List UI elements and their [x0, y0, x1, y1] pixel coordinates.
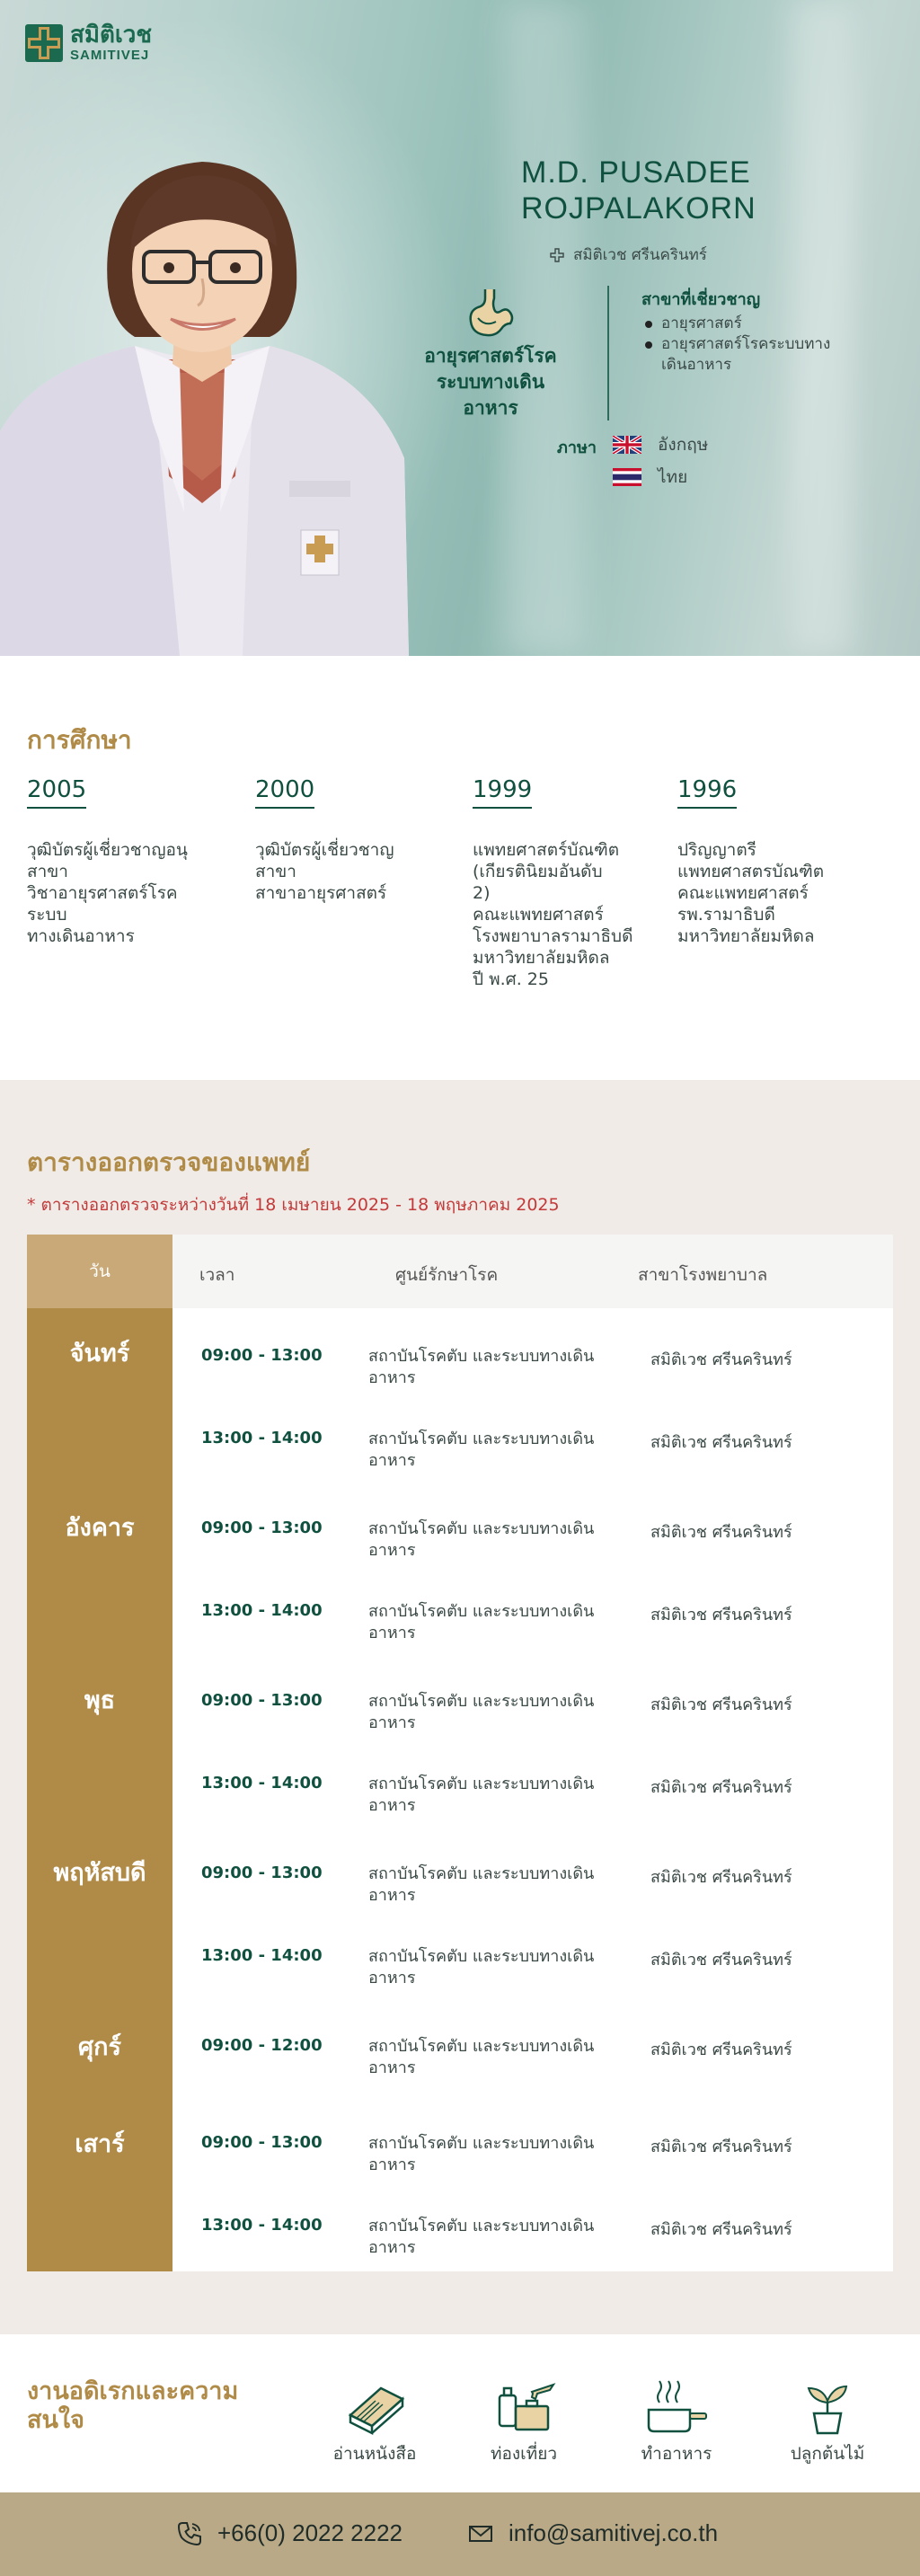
- row-branch: สมิติเวช ศรีนครินทร์: [650, 1606, 792, 1624]
- education-desc: ปริญญาตรี แพทยศาสตรบัณฑิต คณะแพทยศาสตร์ รพ.รามาธิบดี มหาวิทยาลัยมหิดล: [677, 840, 825, 946]
- row-time: 13:00 - 14:00: [201, 2216, 323, 2235]
- row-branch: สมิติเวช ศรีนครินทร์: [650, 1778, 792, 1797]
- row-center: สถาบันโรคตับ และระบบทางเดินอาหาร: [368, 2134, 595, 2174]
- row-time: 13:00 - 14:00: [201, 1429, 323, 1447]
- book-icon: [341, 2379, 408, 2439]
- expertise-item: อายุรศาสตร์โรคระบบทาง เดินอาหาร: [641, 334, 902, 376]
- day-label-monday: จันทร์: [69, 1340, 130, 1368]
- language-name: ไทย: [658, 467, 688, 487]
- row-time: 09:00 - 13:00: [201, 1346, 323, 1365]
- specialty-block: [410, 286, 571, 421]
- row-time: 13:00 - 14:00: [201, 1774, 323, 1793]
- email-address: info@samitivej.co.th: [509, 2519, 719, 2546]
- hobby-cooking: [618, 2379, 735, 2467]
- row-time: 13:00 - 14:00: [201, 1601, 323, 1620]
- header-day: วัน: [27, 1235, 172, 1308]
- hobby-label: ท่องเที่ยว: [490, 2444, 558, 2464]
- hobby-label: ปลูกต้นไม้: [790, 2444, 865, 2464]
- education-desc: วุฒิบัตรผู้เชี่ยวชาญสาขา สาขาอายุรศาสตร์: [255, 840, 394, 903]
- plant-icon: [794, 2379, 861, 2439]
- row-time: 09:00 - 13:00: [201, 1518, 323, 1537]
- hobby-gardening: [769, 2379, 886, 2467]
- header-time: เวลา: [199, 1265, 235, 1285]
- row-branch: สมิติเวช ศรีนครินทร์: [650, 2040, 792, 2059]
- row-center: สถาบันโรคตับ และระบบทางเดินอาหาร: [368, 2217, 595, 2257]
- education-section: [0, 656, 920, 1080]
- education-item: [27, 776, 207, 947]
- row-time: 09:00 - 13:00: [201, 1691, 323, 1710]
- specialty-line2: ระบบทางเดิน: [436, 371, 545, 393]
- education-desc: แพทยศาสตร์บัณฑิต (เกียรตินิยมอันดับ 2) คณะแพทยศาสตร์ โรงพยาบาลรามาธิบดี มหาวิทยาลัยมหิดล ปี พ.ศ. 25: [473, 840, 633, 989]
- row-center: สถาบันโรคตับ และระบบทางเดินอาหาร: [368, 1347, 595, 1387]
- schedule-row: [172, 1409, 893, 1481]
- schedule-table-header: [27, 1235, 893, 1308]
- logo-english-text: SAMITIVEJ: [70, 48, 150, 63]
- day-label-tuesday: อังคาร: [65, 1514, 135, 1542]
- row-center: สถาบันโรคตับ และระบบทางเดินอาหาร: [368, 1519, 595, 1560]
- doctor-name-line1: M.D. PUSADEE: [521, 155, 751, 190]
- header-center: ศูนย์รักษาโรค: [395, 1265, 499, 1285]
- schedule-title: ตารางออกตรวจของแพทย์: [27, 1147, 311, 1177]
- logo-thai-text: สมิติเวช: [70, 22, 153, 49]
- row-time: 09:00 - 13:00: [201, 1863, 323, 1882]
- education-title: การศึกษา: [27, 725, 132, 755]
- schedule-row: [172, 1326, 893, 1398]
- samitivej-logo[interactable]: [25, 23, 152, 62]
- row-branch: สมิติเวช ศรีนครินทร์: [650, 2138, 792, 2156]
- day-label-wednesday: พุธ: [84, 1686, 116, 1714]
- phone-link[interactable]: [176, 2519, 402, 2547]
- schedule-row: [172, 1671, 893, 1743]
- hobbies-section: [0, 2334, 920, 2492]
- schedule-row: [172, 1926, 893, 1998]
- email-icon: [467, 2520, 494, 2547]
- row-branch: สมิติเวช ศรีนครินทร์: [650, 1523, 792, 1542]
- schedule-row: [172, 1499, 893, 1571]
- row-branch: สมิติเวช ศรีนครินทร์: [650, 1695, 792, 1714]
- language-name: อังกฤษ: [658, 435, 709, 455]
- specialty-line1: อายุรศาสตร์โรค: [424, 345, 557, 367]
- header-branch: สาขาโรงพยาบาล: [638, 1265, 768, 1285]
- education-year: 2005: [27, 776, 86, 809]
- row-time: 09:00 - 13:00: [201, 2133, 323, 2152]
- hospital-name: สมิติเวช ศรีนครินทร์: [573, 246, 707, 264]
- schedule-row: [172, 1581, 893, 1653]
- education-item: [473, 776, 652, 990]
- education-desc: วุฒิบัตรผู้เชี่ยวชาญอนุสาขา วิชาอายุรศาสตร์โรคระบบ ทางเดินอาหาร: [27, 840, 188, 946]
- expertise-block: [641, 286, 902, 376]
- schedule-table: [27, 1235, 893, 2271]
- education-item: [255, 776, 435, 904]
- hobby-travel: [465, 2379, 582, 2467]
- education-year: 1996: [677, 776, 737, 809]
- row-branch: สมิติเวช ศรีนครินทร์: [650, 1868, 792, 1887]
- hobby-label: อ่านหนังสือ: [332, 2444, 417, 2464]
- hobby-label: ทำอาหาร: [641, 2444, 712, 2464]
- row-time: 13:00 - 14:00: [201, 1946, 323, 1965]
- phone-number: +66(0) 2022 2222: [217, 2519, 403, 2546]
- day-label-friday: ศุกร์: [78, 2033, 121, 2061]
- doctor-hospital: [550, 243, 707, 267]
- expertise-list: [641, 314, 902, 376]
- schedule-section: [0, 1080, 920, 2334]
- expertise-item: อายุรศาสตร์: [641, 314, 902, 334]
- hobbies-title: งานอดิเรกและความสนใจ: [27, 2377, 239, 2434]
- doctor-name-line2: ROJPALAKORN: [521, 191, 756, 226]
- cooking-pot-icon: [643, 2379, 710, 2439]
- language-thai: [613, 464, 687, 491]
- hobby-reading: [316, 2379, 433, 2467]
- language-label: ภาษา: [557, 438, 597, 457]
- schedule-row: [172, 2016, 893, 2088]
- row-center: สถาบันโรคตับ และระบบทางเดินอาหาร: [368, 2037, 595, 2077]
- day-label-thursday: พฤหัสบดี: [53, 1859, 146, 1887]
- email-link[interactable]: [467, 2519, 718, 2547]
- day-label-saturday: เสาร์: [75, 2130, 125, 2158]
- doctor-portrait: [0, 135, 422, 656]
- schedule-row: [172, 2113, 893, 2185]
- expertise-title: สาขาที่เชี่ยวชาญ: [641, 290, 761, 309]
- contact-footer: [0, 2492, 920, 2576]
- row-branch: สมิติเวช ศรีนครินทร์: [650, 1350, 792, 1369]
- row-center: สถาบันโรคตับ และระบบทางเดินอาหาร: [368, 1692, 595, 1732]
- thailand-flag-icon: [613, 468, 641, 486]
- stomach-icon: [465, 286, 516, 340]
- doctor-hero: [0, 0, 920, 656]
- schedule-row: [172, 1754, 893, 1826]
- schedule-note: * ตารางออกตรวจระหว่างวันที่ 18 เมษายน 2025 - 18 พฤษภาคม 2025: [27, 1195, 560, 1215]
- schedule-row: [172, 2196, 893, 2268]
- language-english: [613, 431, 708, 458]
- education-year: 1999: [473, 776, 532, 809]
- samitivej-cross-logo-icon: [25, 24, 63, 62]
- vertical-divider: [607, 286, 609, 420]
- row-center: สถาบันโรคตับ และระบบทางเดินอาหาร: [368, 1775, 595, 1815]
- schedule-row: [172, 1844, 893, 1916]
- phone-icon: [176, 2520, 203, 2547]
- day-column: [27, 1308, 172, 2271]
- specialty-line3: อาหาร: [463, 397, 518, 419]
- row-branch: สมิติเวช ศรีนครินทร์: [650, 1433, 792, 1452]
- education-year: 2000: [255, 776, 314, 809]
- row-center: สถาบันโรคตับ และระบบทางเดินอาหาร: [368, 1947, 595, 1987]
- row-branch: สมิติเวช ศรีนครินทร์: [650, 1951, 792, 1970]
- row-time: 09:00 - 12:00: [201, 2036, 323, 2055]
- row-center: สถาบันโรคตับ และระบบทางเดินอาหาร: [368, 1430, 595, 1470]
- hospital-cross-icon: [550, 248, 564, 262]
- travel-icon: [491, 2379, 557, 2439]
- education-item: [677, 776, 857, 947]
- row-center: สถาบันโรคตับ และระบบทางเดินอาหาร: [368, 1602, 595, 1642]
- doctor-name: [521, 155, 756, 226]
- row-branch: สมิติเวช ศรีนครินทร์: [650, 2220, 792, 2239]
- uk-flag-icon: [613, 436, 641, 454]
- row-center: สถาบันโรคตับ และระบบทางเดินอาหาร: [368, 1864, 595, 1905]
